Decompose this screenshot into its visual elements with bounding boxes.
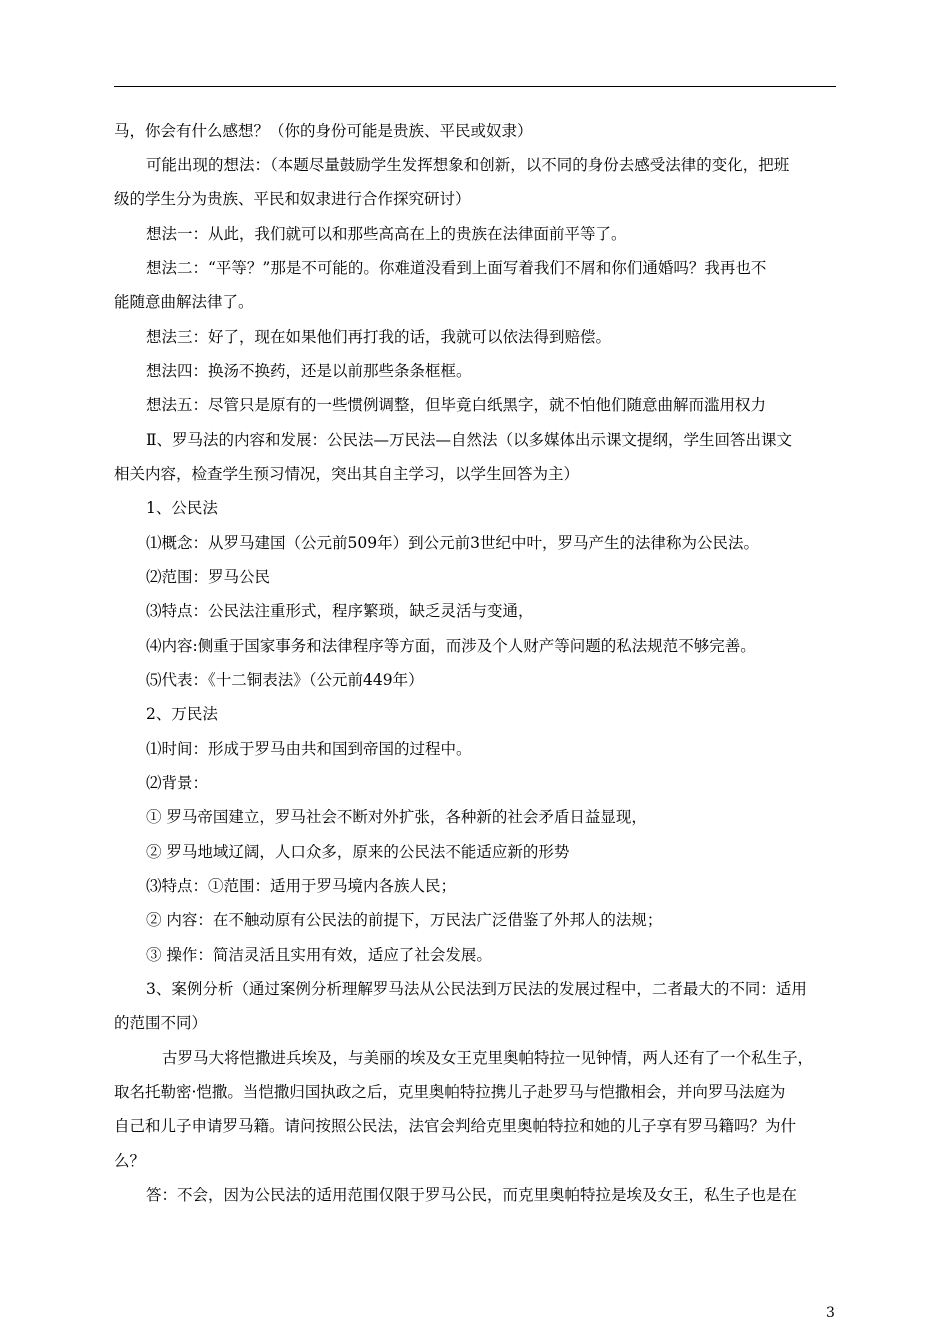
text-line: 想法二：“平等？”那是不可能的。你难道没看到上面写着我们不屑和你们通婚吗？我再也不: [146, 259, 767, 277]
text-line: ⑶特点：公民法注重形式，程序繁琐，缺乏灵活与变通，: [146, 602, 534, 620]
header-rule: [114, 86, 836, 87]
text-line: 可能出现的想法：（本题尽量鼓励学生发挥想象和创新，以不同的身份去感受法律的变化，把班: [146, 156, 790, 174]
text-line: ② 罗马地域辽阔，人口众多，原来的公民法不能适应新的形势: [146, 843, 570, 861]
text-line: 想法三：好了，现在如果他们再打我的话，我就可以依法得到赔偿。: [146, 328, 612, 346]
text-line: 自己和儿子申请罗马籍。请问按照公民法，法官会判给克里奥帕特拉和她的儿子享有罗马籍吗？为什: [114, 1117, 797, 1135]
text-line: 想法一：从此，我们就可以和那些高高在上的贵族在法律面前平等了。: [146, 225, 627, 243]
text-line: 相关内容，检查学生预习情况，突出其自主学习，以学生回答为主）: [114, 465, 580, 483]
text-line: 的范围不同）: [114, 1014, 208, 1032]
text-line: ① 罗马帝国建立，罗马社会不断对外扩张，各种新的社会矛盾日益显现，: [146, 808, 647, 826]
text-line: ⑴概念：从罗马建国（公元前509年）到公元前3世纪中叶，罗马产生的法律称为公民法。: [146, 534, 759, 552]
text-line: ⑴时间：形成于罗马由共和国到帝国的过程中。: [146, 740, 472, 758]
section-heading: 2、万民法: [146, 705, 218, 723]
text-line: 古罗马大将恺撒进兵埃及，与美丽的埃及女王克里奥帕特拉一见钟情，两人还有了一个私生子，: [162, 1049, 814, 1067]
page-number: 3: [826, 1305, 835, 1321]
text-line: 想法四：换汤不换药，还是以前那些条条框框。: [146, 362, 472, 380]
text-line: ⑶特点：①范围：适用于罗马境内各族人民；: [146, 877, 457, 895]
section-heading: 3、案例分析（通过案例分析理解罗马法从公民法到万民法的发展过程中，二者最大的不同：适用: [146, 980, 807, 998]
text-line: 马，你会有什么感想？（你的身份可能是贵族、平民或奴隶）: [114, 122, 533, 140]
text-line: 级的学生分为贵族、平民和奴隶进行合作探究研讨）: [114, 190, 471, 208]
text-line: ② 内容：在不触动原有公民法的前提下，万民法广泛借鉴了外邦人的法规；: [146, 911, 663, 929]
text-line: 想法五：尽管只是原有的一些惯例调整，但毕竟白纸黑字，就不怕他们随意曲解而滥用权力: [146, 396, 767, 414]
text-line: ③ 操作：简洁灵活且实用有效，适应了社会发展。: [146, 946, 492, 964]
text-line: 能随意曲解法律了。: [114, 293, 254, 311]
text-line: ⑸代表：《十二铜表法》（公元前449年）: [146, 671, 424, 689]
text-line: 么？: [114, 1152, 146, 1170]
text-line: 答：不会，因为公民法的适用范围仅限于罗马公民，而克里奥帕特拉是埃及女王，私生子也是在: [146, 1186, 798, 1204]
section-heading: 1、公民法: [146, 499, 218, 517]
text-line: ⑵范围：罗马公民: [146, 568, 271, 586]
text-line: 取名托勒密·恺撒。当恺撒归国执政之后，克里奥帕特拉携儿子赴罗马与恺撒相会，并向罗马法庭为: [114, 1083, 786, 1101]
text-line: Ⅱ、罗马法的内容和发展：公民法—万民法—自然法（以多媒体出示课文提纲，学生回答出课文: [146, 431, 793, 449]
text-line: ⑵背景：: [146, 774, 209, 792]
text-line: ⑷内容:侧重于国家事务和法律程序等方面，而涉及个人财产等问题的私法规范不够完善。: [146, 637, 756, 655]
